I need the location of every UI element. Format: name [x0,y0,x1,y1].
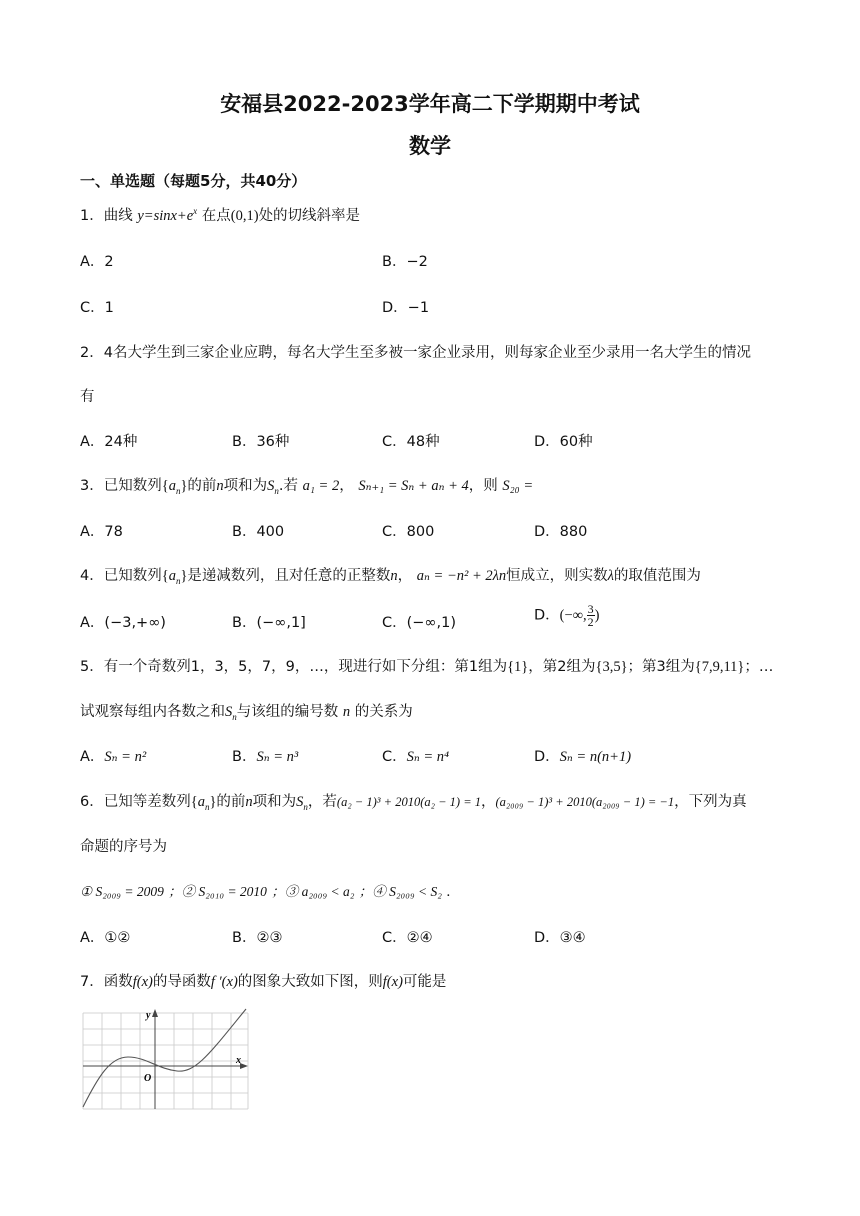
q3-option-c: C．800 [382,524,435,540]
q2-option-d: D．60种 [534,434,593,450]
derivative-curve [83,1009,246,1107]
q4-option-b: B．(−∞,1] [232,615,306,631]
q6-option-d: D．③④ [534,930,586,946]
question-1-stem: 1．曲线 $y=\sin x+e^x$ 在点(0,1)处的切线斜率是 [80,206,361,224]
q2-option-a: A．24种 [80,434,138,450]
q3-option-b: B．400 [232,524,285,540]
q5-option-b: B．Sₙ = n³ [232,749,299,765]
q6-option-b: B．②③ [232,930,283,946]
q3-option-a: A．78 [80,524,123,540]
question-6-stem-line1: 6．已知等差数列$\{a_n\}$的前n项和为$S_n$，若(a₂ − 1)³ + 2010(a₂ − 1) = 1，(a₂₀₀₉ − 1)³ + 2010(a₂₀₀₉ − 1) = −1，下列为真 [80,794,747,812]
q1-option-c: C．1 [80,300,114,316]
exam-subject: 数学 [409,134,451,158]
q6-option-a: A．①② [80,930,131,946]
q4-option-d: D．(−∞, $\frac{3}{2}$ ) [534,602,600,629]
q2-option-c: C．48种 [382,434,440,450]
question-4-stem: 4．已知数列$\{a_n\}$是递减数列，且对任意的正整数n， aₙ = −n² + 2λn恒成立，则实数λ的取值范围为 [80,568,701,586]
q2-option-b: B．36种 [232,434,290,450]
q5-option-d: D．Sₙ = n(n+1) [534,749,632,765]
q1-formula: $y=\sin x+e^x$ [137,206,198,224]
question-5-stem-line2: 试观察每组内各数之和$S_n$与该组的编号数 n 的关系为 [80,704,413,722]
q5-option-a: A．Sₙ = n² [80,749,147,765]
q3-option-d: D．880 [534,524,588,540]
question-6-stem-line2: 命题的序号为 [80,839,167,855]
q1-option-b: B．−2 [382,254,428,270]
y-axis-label: y [146,1010,151,1021]
section-heading: 一、单选题（每题5分，共40分） [80,172,307,190]
question-2-stem-line1: 2．4名大学生到三家企业应聘，每名大学生至多被一家企业录用，则每家企业至少录用一名大学生的情况 [80,345,751,361]
question-2-stem-line2: 有 [80,389,95,405]
question-6-propositions: ① S₂₀₀₉ = 2009 ；② S₂₀₁₀ = 2010 ；③ a₂₀₀₉ < a₂ ；④ S₂₀₀₉ < S₂ ． [80,884,460,900]
q1-option-a: A．2 [80,254,114,270]
q4-option-c: C．(−∞,1) [382,615,457,631]
question-7-stem: 7．函数f(x)的导函数f ′(x)的图象大致如下图，则f(x)可能是 [80,974,447,990]
q5-option-c: C．Sₙ = n⁴ [382,749,450,765]
derivative-graph [80,1005,250,1111]
q4-option-a: A．(−3,+∞) [80,615,166,631]
q6-option-c: C．②④ [382,930,433,946]
q1-option-d: D．−1 [382,300,430,316]
x-axis-label: x [236,1055,241,1066]
question-5-stem-line1: 5．有一个奇数列1，3，5，7，9，…，现进行如下分组：第1组为{1}，第2组为{3,5}；第3组为{7,9,11}；… [80,659,774,675]
origin-label: O [144,1073,152,1084]
question-3-stem: 3．已知数列$\{a_n\}$的前n项和为$S_n$.若 a₁ = 2， Sₙ₊₁ = Sₙ + aₙ + 4，则 S₂₀ = [80,478,534,496]
x-axis-arrow-icon [240,1063,248,1069]
exam-title: 安福县2022-2023学年高二下学期期中考试 [220,92,640,116]
graph-grid [83,1013,248,1109]
